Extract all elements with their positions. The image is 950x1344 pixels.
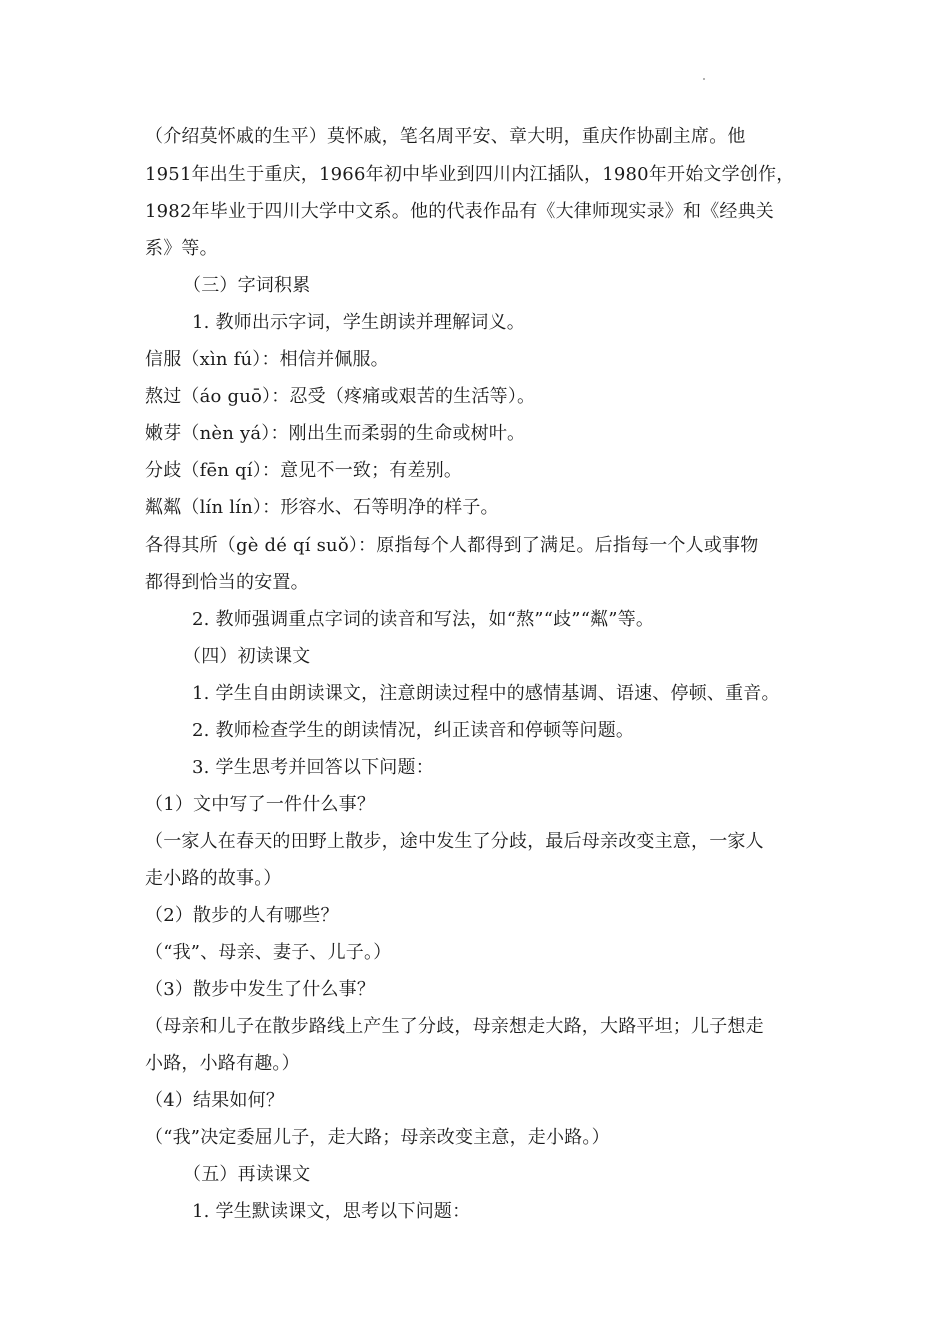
numbered-item: 2. 教师检查学生的朗读情况，纠正读音和停顿等问题。 [192,720,635,741]
numbered-item: 2. 教师强调重点字词的读音和写法，如“熬”“歧”“粼”等。 [192,609,655,630]
paragraph-line: （介绍莫怀戚的生平）莫怀戚，笔名周平安、章大明，重庆作协副主席。他 [145,126,746,147]
vocab-entry: 信服（xìn fú）：相信并佩服。 [145,349,389,370]
vocab-entry: 都得到恰当的安置。 [145,572,309,593]
paragraph-line: 1951年出生于重庆，1966年初中毕业到四川内江插队，1980年开始文学创作， [145,164,795,185]
vocab-entry: 各得其所（gè dé qí suǒ）：原指每个人都得到了满足。后指每一个人或事物 [145,535,759,556]
paragraph-line: 1982年毕业于四川大学中文系。他的代表作品有《大律师现实录》和《经典关 [145,201,775,222]
paragraph-line: 系》等。 [145,238,218,259]
answer: （母亲和儿子在散步路线上产生了分歧，母亲想走大路，大路平坦；儿子想走 [145,1016,764,1037]
numbered-item: 3. 学生思考并回答以下问题： [192,757,434,778]
vocab-entry: 熬过（áo guō）：忍受（疼痛或艰苦的生活等）。 [145,386,536,407]
answer: 走小路的故事。） [145,868,282,889]
question: （2）散步的人有哪些？ [145,905,339,926]
vocab-entry: 分歧（fēn qí）：意见不一致；有差别。 [145,460,463,481]
corner-mark [703,78,705,80]
vocab-entry: 粼粼（lín lín）：形容水、石等明净的样子。 [145,497,499,518]
numbered-item: 1. 学生默读课文，思考以下问题： [192,1201,471,1222]
section-heading: （四）初读课文 [183,646,311,667]
section-heading: （五）再读课文 [183,1164,311,1185]
question: （3）散步中发生了什么事？ [145,979,376,1000]
question: （4）结果如何？ [145,1090,285,1111]
answer: 小路，小路有趣。） [145,1053,300,1074]
answer: （“我”决定委屈儿子，走大路；母亲改变主意，走小路。） [145,1127,610,1148]
numbered-item: 1. 学生自由朗读课文，注意朗读过程中的感情基调、语速、停顿、重音。 [192,683,780,704]
answer: （一家人在春天的田野上散步，途中发生了分歧，最后母亲改变主意，一家人 [145,831,764,852]
vocab-entry: 嫩芽（nèn yá）：刚出生而柔弱的生命或树叶。 [145,423,526,444]
question: （1）文中写了一件什么事？ [145,794,376,815]
section-heading: （三）字词积累 [183,275,311,296]
answer: （“我”、母亲、妻子、儿子。） [145,942,392,963]
numbered-item: 1. 教师出示字词，学生朗读并理解词义。 [192,312,525,333]
